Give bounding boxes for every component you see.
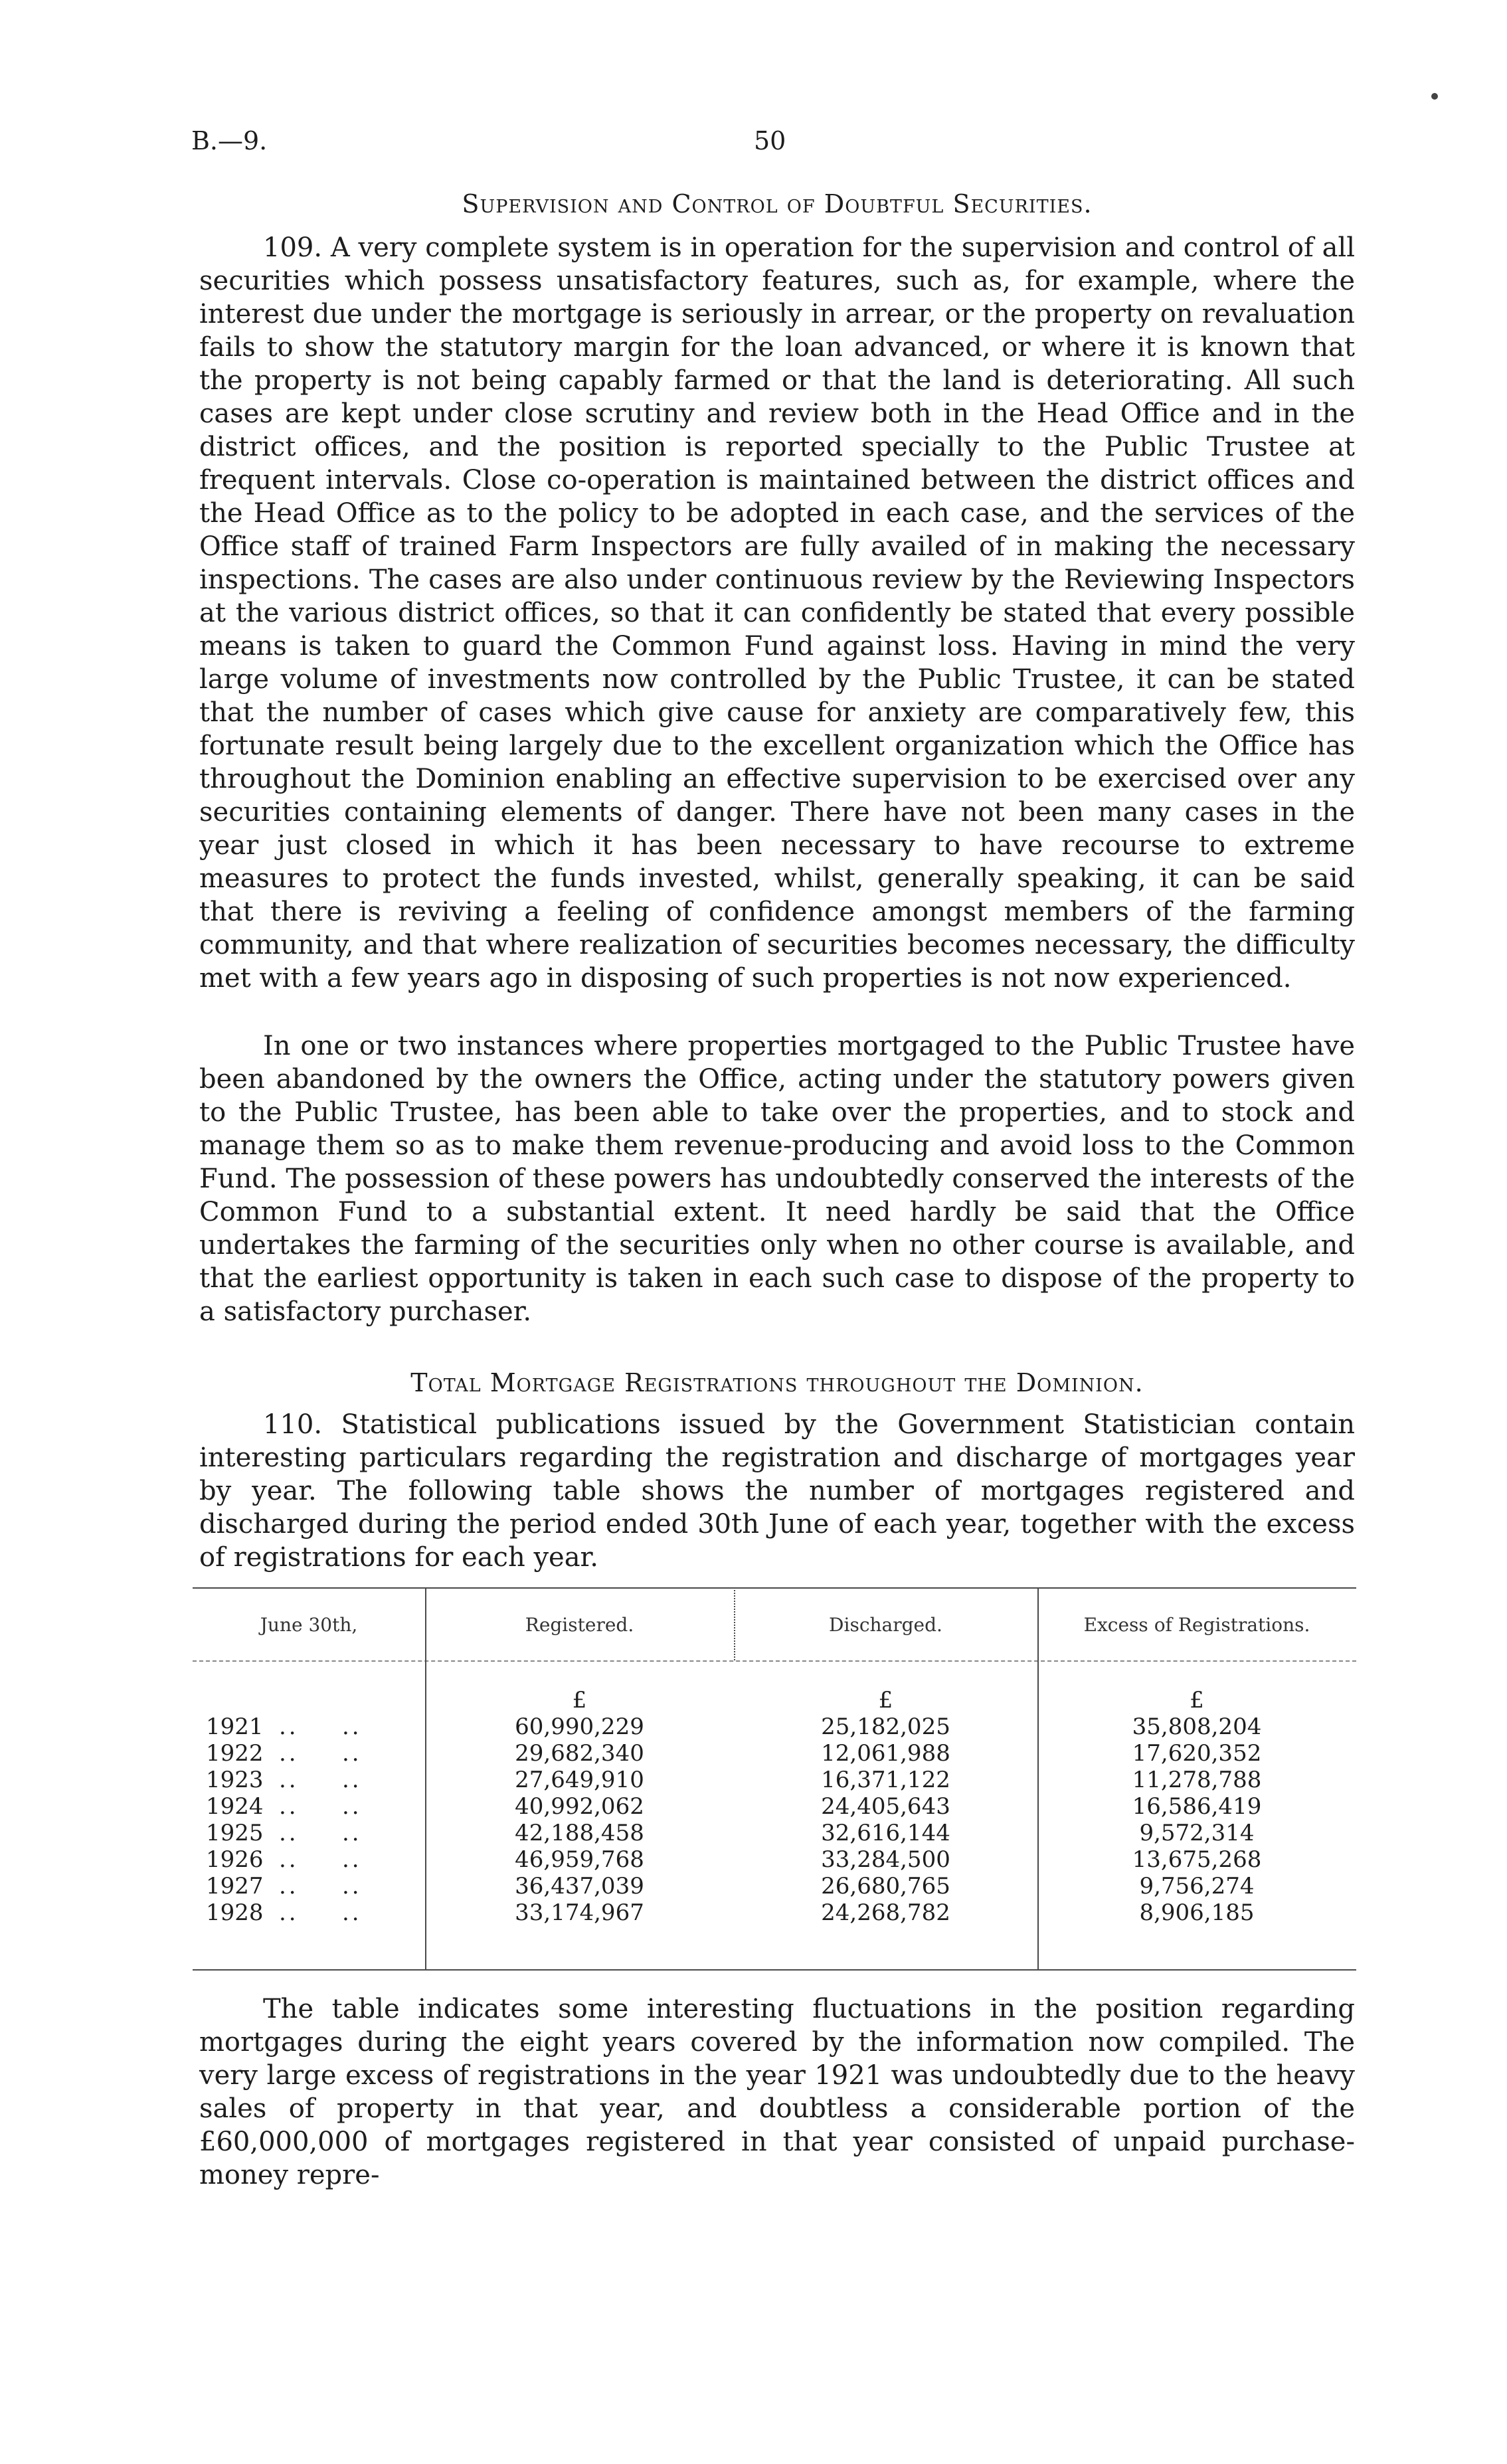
registered-column [425, 1714, 734, 1926]
leader-dots: .. [279, 1846, 299, 1873]
table-row [206, 1740, 418, 1767]
excess-cell: 9,572,314 [1139, 1820, 1255, 1846]
discharged-cell: 12,061,988 [821, 1740, 950, 1767]
registered-cell: 60,990,229 [515, 1714, 644, 1740]
leader-dots: .. [342, 1740, 362, 1767]
registered-cell: 40,992,062 [515, 1793, 644, 1820]
registered-cell: 36,437,039 [515, 1873, 644, 1899]
leader-dots: .. [279, 1899, 299, 1926]
registered-cell: 29,682,340 [515, 1740, 644, 1767]
leader-dots: .. [342, 1767, 362, 1793]
document-reference: B.—9. [191, 126, 268, 155]
year-cell: 1923 [206, 1767, 264, 1793]
discharged-cell: 33,284,500 [821, 1846, 950, 1873]
leader-dots: .. [342, 1714, 362, 1740]
section-heading-supervision: Supervision and Control of Doubtful Securities. [462, 189, 1093, 219]
year-cell: 1924 [206, 1793, 264, 1820]
excess-cell: 16,586,419 [1132, 1793, 1262, 1820]
leader-dots: .. [279, 1740, 299, 1767]
year-cell: 1926 [206, 1846, 264, 1873]
leader-dots: .. [279, 1873, 299, 1899]
paragraph-abandoned-properties: In one or two instances where properties mortgaged to the Public Trustee have been abandoned by the owners the Office, acting under the statutory powers given to the Public Trustee, has been able to take over the properties, and to stock and manage them so as to make them revenue-producing and avoid loss to the Common Fund. The possession of these powers has undoubtedly conserved the interests of the Common Fund to a substantial extent. It need hardly be said that the Office undertakes the farming of the securities only when no other course is available, and that the earliest opportunity is taken in each such case to dispose of the property to a satisfactory purchaser. [199, 1031, 1355, 1327]
registered-cell: 42,188,458 [515, 1820, 644, 1846]
registered-cell: 33,174,967 [515, 1899, 644, 1926]
currency-discharged: £ [878, 1687, 893, 1714]
page-number: 50 [754, 126, 786, 155]
excess-cell: 13,675,268 [1132, 1846, 1262, 1873]
table-row [206, 1820, 418, 1846]
excess-cell: 11,278,788 [1132, 1767, 1262, 1793]
discharged-column [734, 1714, 1037, 1926]
paragraph-110: 110. Statistical publications issued by the Government Statistician contain interesting particulars regarding the registration and discharge of mortgages year by year. The following table shows the number of mortgages registered and discharged during the period ended 30th June of each year, together with the excess of registrations for each year. [199, 1409, 1355, 1573]
discharged-cell: 16,371,122 [821, 1767, 950, 1793]
header-excess: Excess of Registrations. [1083, 1614, 1310, 1636]
discharged-cell: 24,268,782 [821, 1899, 950, 1926]
year-cell: 1928 [206, 1899, 264, 1926]
registered-cell: 46,959,768 [515, 1846, 644, 1873]
leader-dots: .. [342, 1820, 362, 1846]
leader-dots: .. [279, 1714, 299, 1740]
table-row [206, 1873, 418, 1899]
table-row [206, 1767, 418, 1793]
leader-dots: .. [279, 1767, 299, 1793]
paragraph-109: 109. A very complete system is in operation for the supervision and control of all securities which possess unsatisfactory features, such as, for example, where the interest due under the mortgage is seriously in arrear, or the property on revaluation fails to show the statutory margin for the loan advanced, or where it is known that the property is not being capably farmed or that the land is deteriorating. All such cases are kept under close scrutiny and review both in the Head Office and in the district offices, and the position is reported specially to the Public Trustee at frequent intervals. Close co-operation is maintained between the district offices and the Head Office as to the policy to be adopted in each case, and the services of the Office staff of trained Farm Inspectors are fully availed of in making the necessary inspections. The cases are also under continuous review by the Reviewing Inspectors at the various district offices, so that it can confidently be stated that every possible means is taken to guard the Common Fund against loss. Having in mind the very large volume of investments now controlled by the Public Trustee, it can be stated that the number of cases which give cause for anxiety are comparatively few, this fortunate result being largely due to the excellent organization which the Office has throughout the Dominion enabling an effective supervision to be exercised over any securities containing elements of danger. There have not been many cases in the year just closed in which it has been necessary to have recourse to extreme measures to protect the funds invested, whilst, generally speaking, it can be said that there is reviving a feeling of confidence amongst members of the farming community, and that where realization of securities becomes necessary, the difficulty met with a few years ago in disposing of such properties is not now experienced. [199, 232, 1355, 994]
table-rule-header [193, 1660, 1356, 1662]
table-row [206, 1714, 418, 1740]
leader-dots: .. [342, 1873, 362, 1899]
year-cell: 1925 [206, 1820, 264, 1846]
header-june-30th: June 30th, [260, 1614, 358, 1636]
excess-column [1037, 1714, 1356, 1926]
discharged-cell: 32,616,144 [821, 1820, 950, 1846]
leader-dots: .. [279, 1820, 299, 1846]
table-row [206, 1793, 418, 1820]
table-rule-top [193, 1587, 1356, 1589]
header-registered: Registered. [525, 1614, 634, 1636]
table-rule-bottom [193, 1969, 1356, 1971]
currency-excess: £ [1190, 1687, 1204, 1714]
leader-dots: .. [342, 1899, 362, 1926]
leader-dots: .. [279, 1793, 299, 1820]
mortgage-registrations-table [193, 1587, 1356, 1979]
leader-dots: .. [342, 1793, 362, 1820]
discharged-cell: 24,405,643 [821, 1793, 950, 1820]
currency-registered: £ [572, 1687, 587, 1714]
table-row [206, 1846, 418, 1873]
registered-cell: 27,649,910 [515, 1767, 644, 1793]
year-column [206, 1714, 418, 1926]
year-cell: 1922 [206, 1740, 264, 1767]
leader-dots: .. [342, 1846, 362, 1873]
paragraph-table-commentary: The table indicates some interesting fluctuations in the position regarding mortgages during the eight years covered by the information now compiled. The very large excess of registrations in the year 1921 was undoubtedly due to the heavy sales of property in that year, and doubtless a considerable portion of the £60,000,000 of mortgages registered in that year consisted of unpaid purchase-money repre- [199, 1994, 1355, 2190]
year-cell: 1927 [206, 1873, 264, 1899]
discharged-cell: 25,182,025 [821, 1714, 950, 1740]
excess-cell: 8,906,185 [1139, 1899, 1255, 1926]
year-cell: 1921 [206, 1714, 264, 1740]
excess-cell: 9,756,274 [1139, 1873, 1255, 1899]
discharged-cell: 26,680,765 [821, 1873, 950, 1899]
excess-cell: 35,808,204 [1132, 1714, 1262, 1740]
excess-cell: 17,620,352 [1132, 1740, 1262, 1767]
ink-speck [1431, 93, 1438, 100]
table-row [206, 1899, 418, 1926]
section-heading-mortgage-registrations: Total Mortgage Registrations throughout the Dominion. [410, 1368, 1144, 1397]
header-discharged: Discharged. [829, 1614, 942, 1636]
